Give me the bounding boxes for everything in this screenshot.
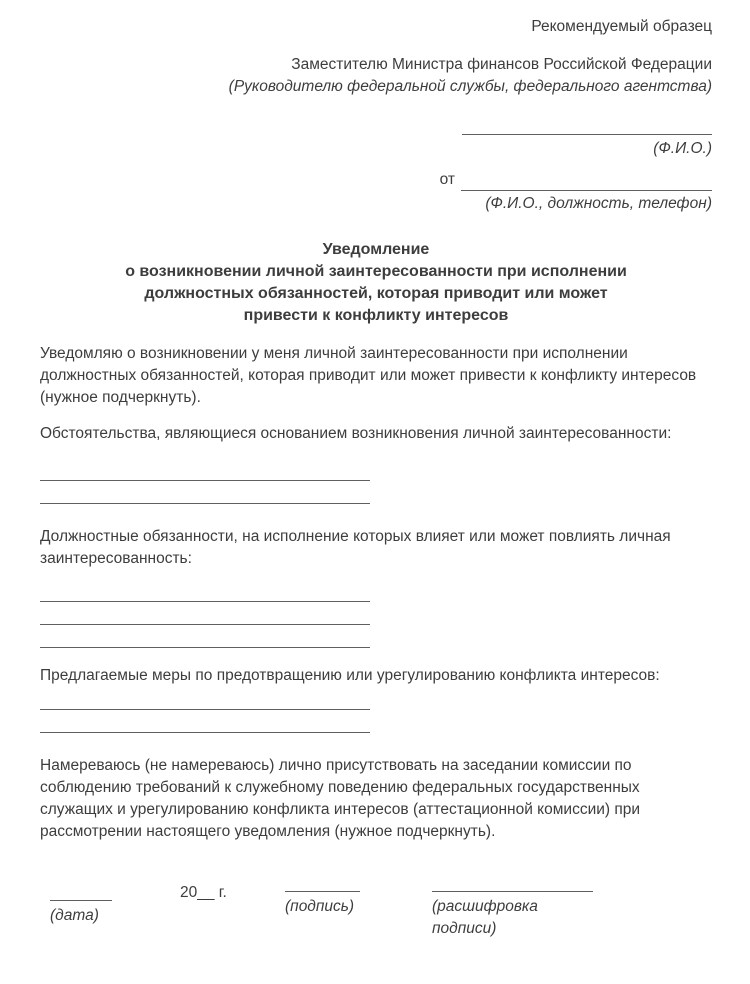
fio-label: (Ф.И.О.) xyxy=(653,140,712,157)
date-label: (дата) xyxy=(50,907,99,924)
circumstances-heading: Обстоятельства, являющиеся основанием возникновения личной заинтересованности: xyxy=(40,425,672,442)
blank-line xyxy=(40,687,370,710)
blank-line xyxy=(40,579,370,602)
duties-blank-lines xyxy=(40,579,712,648)
title-line-1: Уведомление xyxy=(322,241,430,258)
circumstances-blank-lines xyxy=(40,458,712,504)
blank-line xyxy=(40,458,370,481)
signature-blank-line xyxy=(285,891,360,892)
signature-row xyxy=(40,881,712,941)
attendance-paragraph: Намереваюсь (не намереваюсь) лично присутствовать на заседании комиссии по соблюдению требований к служебному поведению федеральных государственных служащих и урегулированию конфликта интересов (аттестационной комиссии) при рассмотрении настоящего уведомления (нужное подчеркнуть). xyxy=(40,757,641,840)
date-field xyxy=(50,900,112,927)
blank-line xyxy=(40,625,370,648)
from-prefix: от xyxy=(439,171,455,188)
document-header xyxy=(40,16,712,215)
date-blank-line xyxy=(50,900,112,901)
from-blank-line xyxy=(461,171,712,191)
blank-line xyxy=(40,710,370,733)
decode-label: (расшифровка подписи) xyxy=(432,898,538,937)
decode-field xyxy=(432,891,593,940)
addressee-line: Заместителю Министра финансов Российской Федерации xyxy=(291,56,712,73)
document-title xyxy=(40,239,712,327)
intro-paragraph: Уведомляю о возникновении у меня личной заинтересованности при исполнении должностных обязанностей, которая приводит или может привести к конфликту интересов (нужное подчеркнуть). xyxy=(40,345,697,406)
from-note: (Ф.И.О., должность, телефон) xyxy=(485,195,712,212)
duties-heading: Должностные обязанности, на исполнение которых влияет или может повлиять личная заинтересованность: xyxy=(40,528,671,567)
title-line-4: привести к конфликту интересов xyxy=(243,307,509,324)
addressee-note: (Руководителю федеральной службы, федерального агентства) xyxy=(228,78,712,95)
from-line xyxy=(40,169,712,191)
signature-field xyxy=(285,891,360,918)
signature-label: (подпись) xyxy=(285,898,355,915)
year-text: 20__ г. xyxy=(180,884,227,901)
decode-blank-line xyxy=(432,891,593,892)
blank-line xyxy=(40,602,370,625)
sample-label: Рекомендуемый образец xyxy=(531,18,712,35)
measures-blank-lines xyxy=(40,687,712,733)
fio-blank-line xyxy=(462,134,712,135)
blank-line xyxy=(40,481,370,504)
title-line-3: должностных обязанностей, которая приводит или может xyxy=(144,285,608,302)
measures-heading: Предлагаемые меры по предотвращению или урегулированию конфликта интересов: xyxy=(40,667,660,684)
title-line-2: о возникновении личной заинтересованности при исполнении xyxy=(125,263,627,280)
